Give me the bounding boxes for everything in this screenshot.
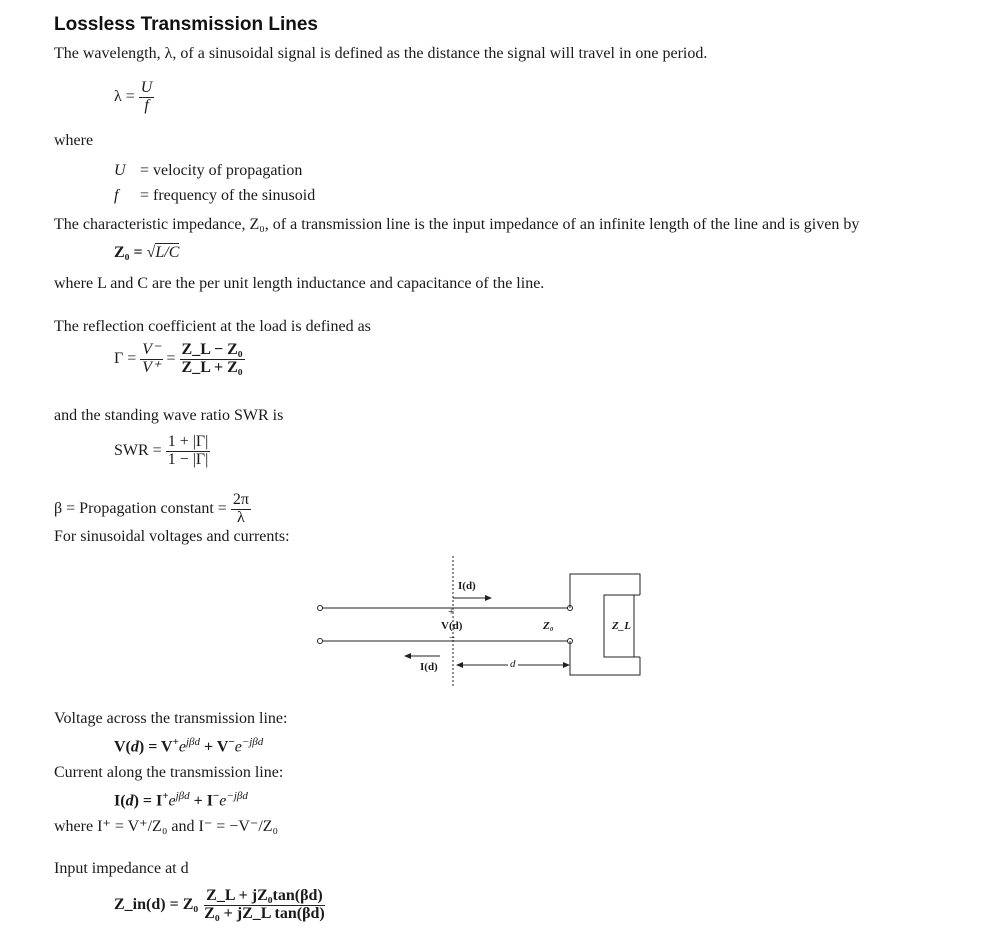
where-label: where bbox=[54, 132, 94, 149]
current-label-top: I(d) bbox=[458, 580, 476, 592]
definition-f-symbol: f bbox=[114, 187, 119, 204]
swr-paragraph: and the standing wave ratio SWR is bbox=[54, 407, 284, 424]
swr-lhs: SWR = bbox=[114, 441, 162, 459]
current-arrowhead-bottom bbox=[404, 653, 411, 659]
gamma-den-voltage: V⁺ bbox=[142, 358, 161, 376]
z0-label: Z₀ bbox=[543, 620, 554, 632]
z0-radicand: L/C bbox=[155, 244, 180, 261]
voltage-equation: $V(d) = V^+e^{j\beta d} + V^-e^{-j\beta d}$ bbox=[114, 736, 264, 756]
definition-u-symbol: U bbox=[114, 162, 126, 179]
zin-equation bbox=[114, 888, 327, 923]
distance-arrowhead-left bbox=[456, 662, 463, 668]
beta-denominator: λ bbox=[236, 508, 245, 526]
beta-lhs: β = Propagation constant = bbox=[54, 499, 227, 517]
current-equation: $I(d) = I^+e^{j\beta d} + I^-e^{-j\beta d}$ bbox=[114, 790, 248, 810]
input-impedance-paragraph: Input impedance at d bbox=[54, 860, 189, 877]
lambda-denominator: f bbox=[144, 96, 149, 114]
lc-paragraph: where L and C are the per unit length inductance and capacitance of the line. bbox=[54, 275, 545, 292]
gamma-eq-sign: = bbox=[166, 349, 176, 367]
plus-sign: + bbox=[448, 606, 455, 618]
current-paragraph: Current along the transmission line: bbox=[54, 764, 284, 781]
distance-arrowhead-right bbox=[563, 662, 570, 668]
gamma-num-impedance: Z_L − Z₀ bbox=[181, 341, 243, 358]
voltage-label: V(d) bbox=[441, 620, 463, 632]
distance-label: d bbox=[510, 658, 516, 670]
zin-lhs: Z_in(d) = Z₀ bbox=[114, 895, 199, 913]
voltage-paragraph: Voltage across the transmission line: bbox=[54, 710, 288, 727]
reflection-paragraph: The reflection coefficient at the load is defined as bbox=[54, 318, 371, 335]
beta-numerator: 2π bbox=[232, 491, 249, 508]
bottom-left-terminal bbox=[318, 639, 323, 644]
sinusoidal-paragraph: For sinusoidal voltages and currents: bbox=[54, 528, 290, 545]
gamma-num-voltage: V⁻ bbox=[142, 341, 161, 358]
z0-lhs: Z₀ = bbox=[114, 244, 143, 261]
sqrt-icon: √ bbox=[146, 244, 156, 261]
intro-paragraph: The wavelength, λ, of a sinusoidal signal is defined as the distance the signal will travel in one period. bbox=[54, 45, 708, 62]
zin-denominator: Z₀ + jZ_L tan(βd) bbox=[204, 904, 325, 922]
characteristic-impedance-paragraph: The characteristic impedance, Z₀, of a transmission line is the input impedance of an infinite length of the line and is given by bbox=[54, 216, 860, 233]
definition-f-text: = frequency of the sinusoid bbox=[140, 187, 316, 204]
where-current-relation: where I⁺ = V⁺/Z₀ and I⁻ = −V⁻/Z₀ bbox=[54, 818, 279, 835]
definition-u-text: = velocity of propagation bbox=[140, 162, 303, 179]
gamma-lhs: Γ = bbox=[114, 349, 137, 367]
top-left-terminal bbox=[318, 606, 323, 611]
zin-fraction bbox=[202, 888, 327, 923]
lambda-lhs: λ = bbox=[114, 87, 135, 105]
gamma-den-impedance: Z_L + Z₀ bbox=[181, 358, 243, 376]
page-title: Lossless Transmission Lines bbox=[54, 14, 318, 35]
zl-label: Z_L bbox=[612, 620, 631, 632]
current-arrowhead-top bbox=[485, 595, 492, 601]
zin-numerator: Z_L + jZ₀tan(βd) bbox=[206, 887, 323, 904]
lambda-numerator: U bbox=[140, 79, 153, 96]
swr-numerator: 1 + |Γ| bbox=[167, 433, 209, 450]
swr-denominator: 1 − |Γ| bbox=[167, 450, 209, 468]
current-label-bottom: I(d) bbox=[420, 661, 438, 673]
minus-sign: − bbox=[449, 632, 456, 644]
